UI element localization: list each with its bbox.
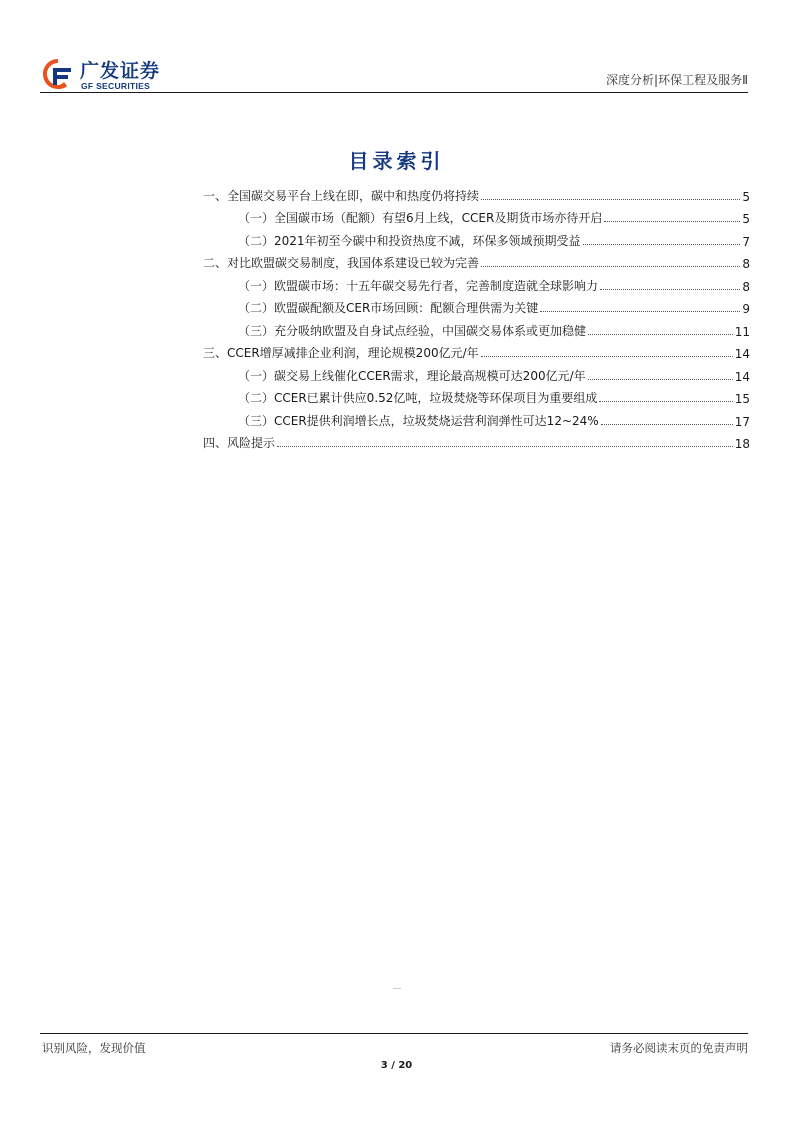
toc-entry-page: 11 <box>734 324 750 339</box>
toc-entry-title: 二、对比欧盟碳交易制度，我国体系建设已较为完善 <box>203 256 480 270</box>
header-divider <box>40 92 748 93</box>
toc-dot-leader <box>604 221 740 222</box>
toc-entry-title: （二）CCER已累计供应0.52亿吨，垃圾焚烧等环保项目为重要组成 <box>238 391 598 405</box>
toc-dot-leader <box>481 266 740 267</box>
report-section-label: 深度分析|环保工程及服务Ⅱ <box>606 73 748 87</box>
toc-dot-leader <box>588 379 733 380</box>
toc-entry[interactable] <box>203 429 750 452</box>
toc-entry-page: 8 <box>742 279 750 294</box>
footer-disclaimer-note: 请务必阅读末页的免责声明 <box>610 1041 748 1055</box>
toc-entry-page: 17 <box>734 414 750 429</box>
toc-entry[interactable] <box>203 294 750 317</box>
toc-entry-title: 一、全国碳交易平台上线在即，碳中和热度仍将持续 <box>203 188 480 203</box>
toc-entry[interactable] <box>203 181 750 204</box>
toc-entry-title: 三、CCER增厚减排企业利润，理论规模200亿元/年 <box>203 346 479 360</box>
toc-entry-title: 四、风险提示 <box>203 436 276 450</box>
toc-entry-title: （二）2021年初至今碳中和投资热度不减，环保多领域预期受益 <box>238 233 581 248</box>
toc-entry[interactable] <box>203 361 750 384</box>
toc-dot-leader <box>601 424 733 425</box>
toc-entry[interactable] <box>203 316 750 339</box>
toc-entry-page: 15 <box>734 392 750 406</box>
toc-entry-page: 18 <box>734 437 750 451</box>
toc-entry[interactable] <box>203 271 750 294</box>
toc-entry-page: 5 <box>742 212 750 226</box>
toc-entry-title: （一）碳交易上线催化CCER需求，理论最高规模可达200亿元/年 <box>238 368 586 383</box>
toc-dot-leader <box>481 356 733 357</box>
toc-entry[interactable] <box>203 226 750 249</box>
toc-entry-page: 5 <box>742 189 750 204</box>
toc-dot-leader <box>277 446 733 447</box>
gf-logo-icon <box>40 56 76 92</box>
toc-entry-title: （三）充分吸纳欧盟及自身试点经验，中国碳交易体系或更加稳健 <box>238 323 587 338</box>
toc-entry-title: （三）CCER提供利润增长点，垃圾焚烧运营利润弹性可达12~24% <box>238 413 599 428</box>
toc-entry[interactable] <box>203 406 750 429</box>
table-of-contents <box>203 181 750 451</box>
toc-entry[interactable] <box>203 204 750 227</box>
footer-slogan: 识别风险，发现价值 <box>42 1041 146 1055</box>
toc-dot-leader <box>583 244 741 245</box>
toc-entry-title: （一）欧盟碳市场：十五年碳交易先行者，完善制度造就全球影响力 <box>238 278 599 293</box>
toc-dot-leader <box>588 334 733 335</box>
page-number: 3 / 20 <box>380 1060 413 1071</box>
toc-dot-leader <box>540 311 740 312</box>
page-mark <box>393 988 401 989</box>
company-logo <box>40 56 180 92</box>
toc-entry-page: 8 <box>742 257 750 271</box>
toc-dot-leader <box>600 289 740 290</box>
logo-text-cn: 广发证券 <box>80 60 161 82</box>
toc-entry[interactable] <box>203 249 750 272</box>
toc-entry-page: 7 <box>742 234 750 249</box>
toc-entry[interactable] <box>203 384 750 407</box>
toc-title: 目录索引 <box>348 149 445 173</box>
toc-entry-title: （一）全国碳市场（配额）有望6月上线，CCER及期货市场亦待开启 <box>238 211 603 225</box>
toc-entry-page: 14 <box>734 369 750 384</box>
toc-entry[interactable] <box>203 339 750 362</box>
toc-entry-page: 9 <box>742 302 750 316</box>
toc-dot-leader <box>481 199 740 200</box>
logo-text-en: GF SECURITIES <box>81 81 151 91</box>
toc-entry-page: 14 <box>734 347 750 361</box>
toc-entry-title: （二）欧盟碳配额及CER市场回顾：配额合理供需为关键 <box>238 301 539 315</box>
toc-dot-leader <box>599 401 732 402</box>
footer-divider <box>40 1033 748 1034</box>
